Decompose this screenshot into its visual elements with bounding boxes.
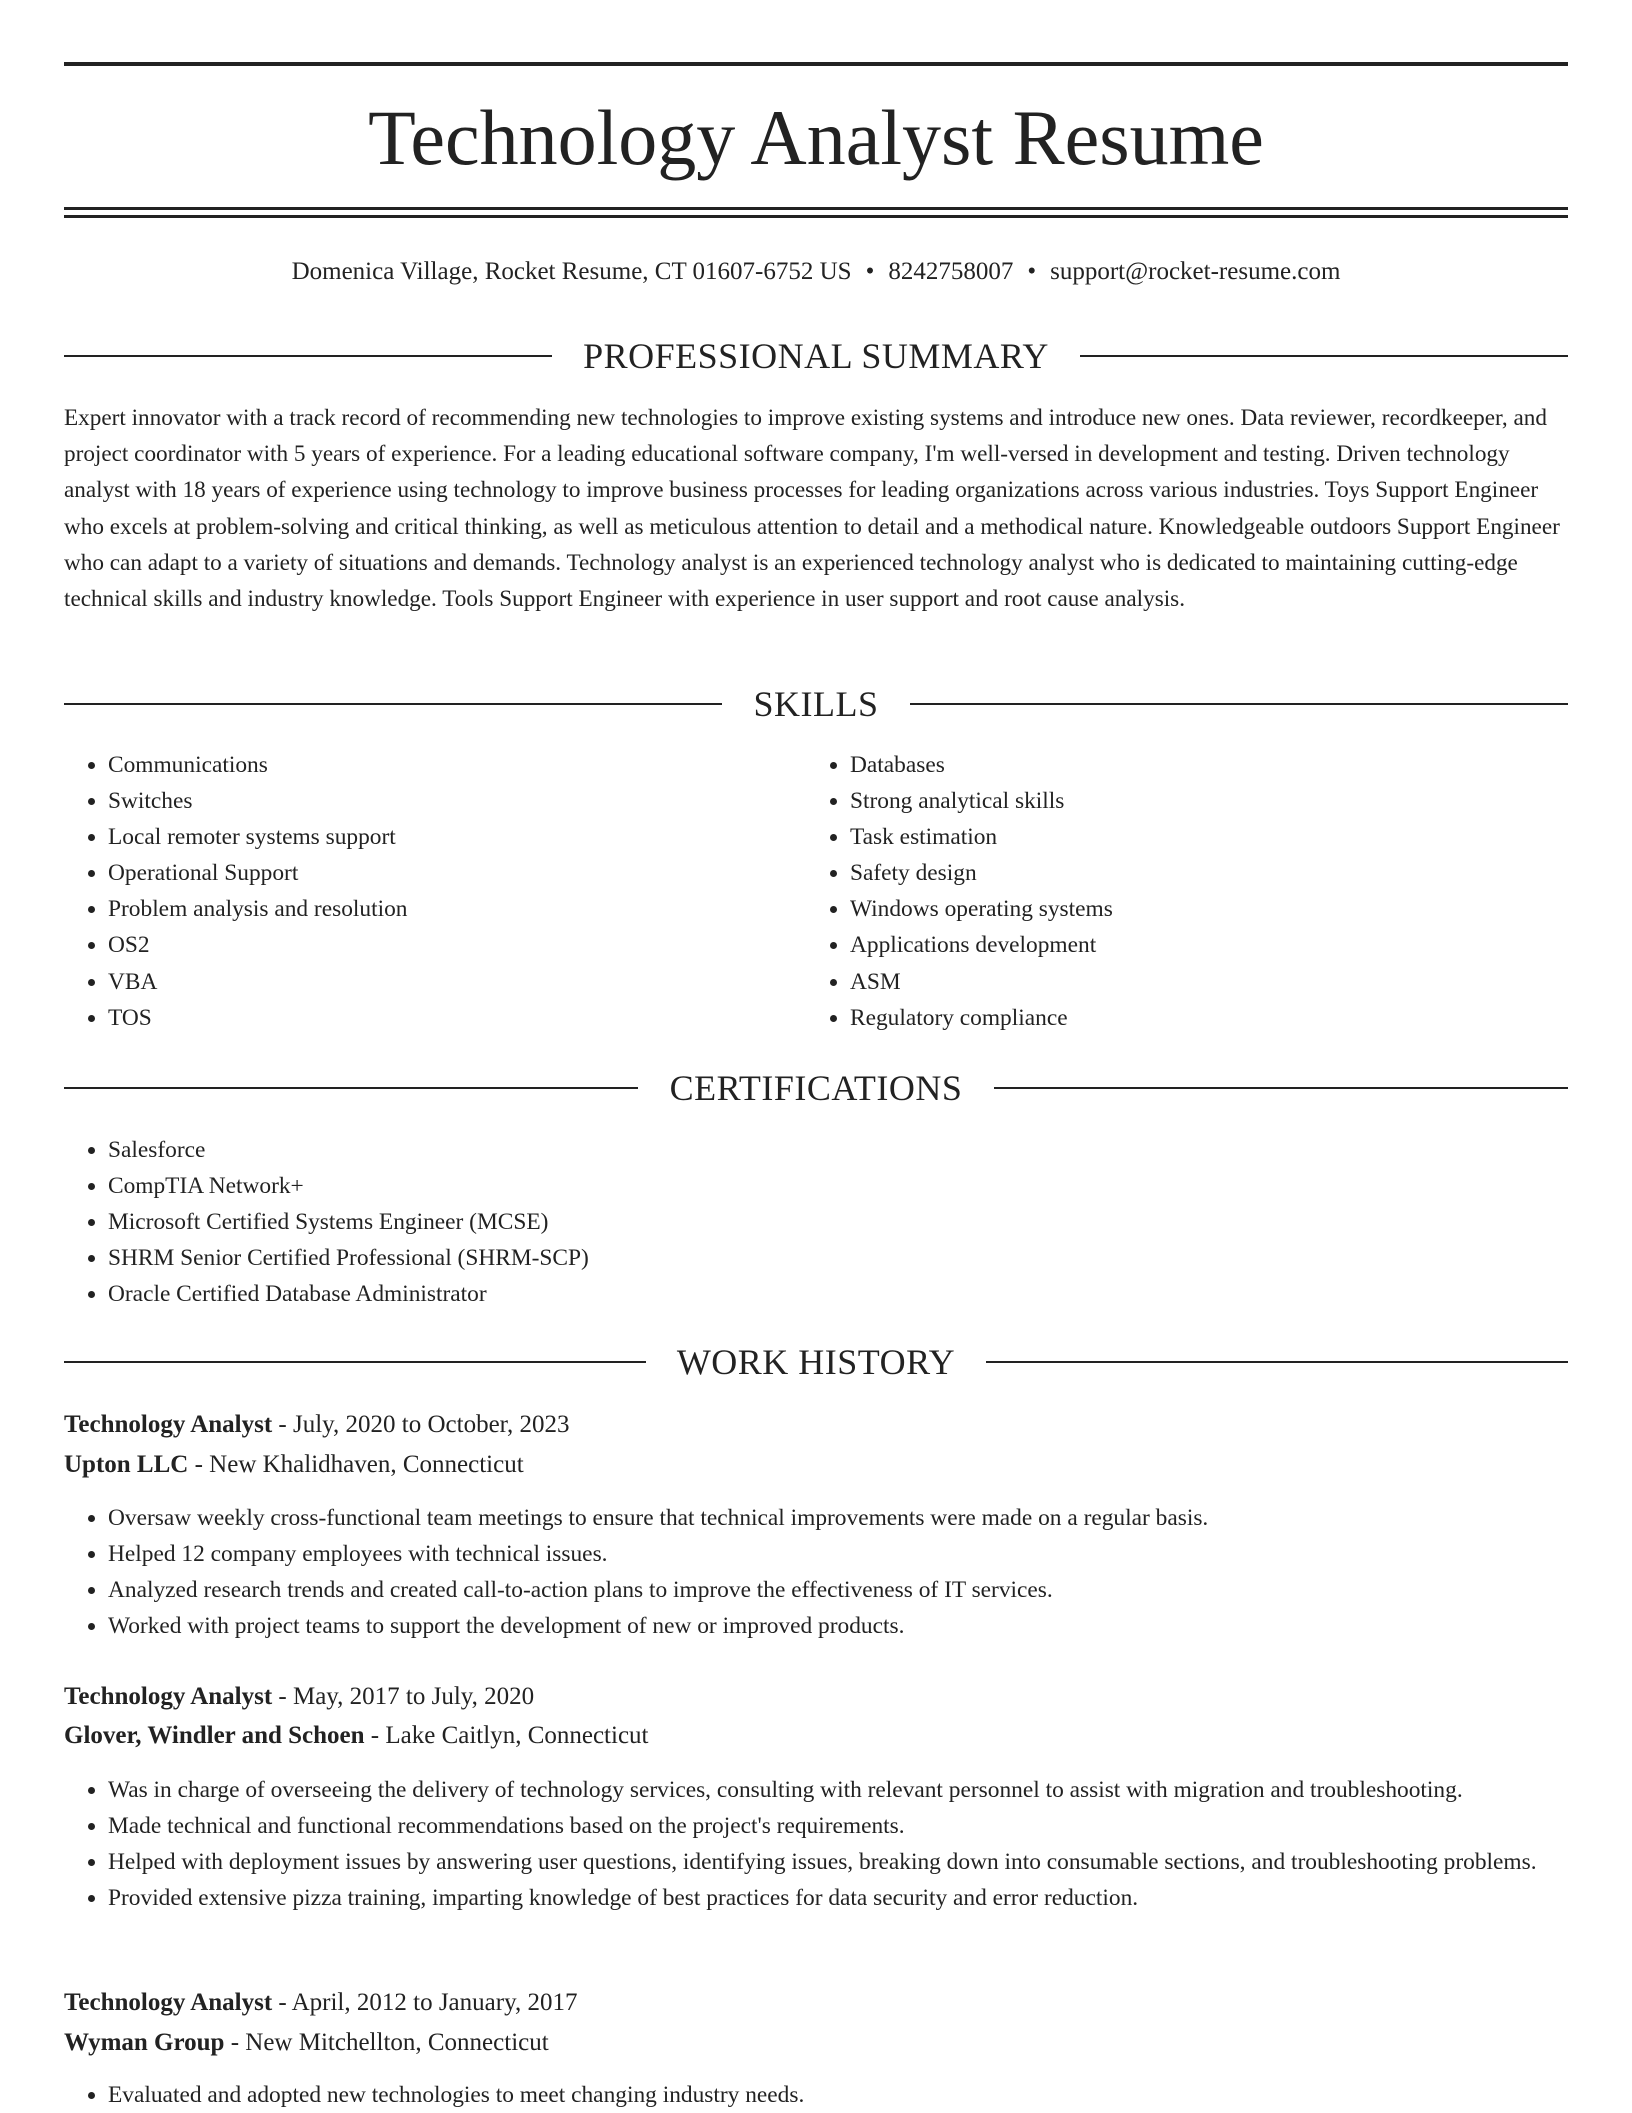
skill-item: • Windows operating systems — [850, 891, 1550, 927]
section-heading: PROFESSIONAL SUMMARY — [583, 336, 1049, 376]
title-rule-lower — [64, 215, 1568, 218]
job-bullets — [64, 1500, 1628, 1644]
job-bullet: • Evaluated and adopted new technologies to meet changing industry needs. — [108, 2077, 1628, 2113]
contact-phone: 8242758007 — [888, 258, 1014, 285]
contact-line — [0, 254, 1632, 290]
skill-item: • OS2 — [108, 927, 788, 963]
skill-item: • Task estimation — [850, 819, 1550, 855]
work-history-section-heading — [64, 1340, 1568, 1384]
skill-item: • Safety design — [850, 855, 1550, 891]
job-bullet: • Oversaw weekly cross-functional team meetings to ensure that technical improvements were made on a regular basis. — [108, 1500, 1628, 1536]
job-title: Technology Analyst — [64, 1411, 273, 1438]
job-location: - New Khalidhaven, Connecticut — [194, 1451, 524, 1478]
job-location: - New Mitchellton, Connecticut — [230, 2029, 549, 2056]
certification-item: • SHRM Senior Certified Professional (SHRM-SCP) — [108, 1240, 1508, 1276]
job-bullet: • Worked with project teams to support the development of new or improved products. — [108, 1608, 1628, 1644]
skill-item: • Operational Support — [108, 855, 788, 891]
job-title-line — [64, 1407, 570, 1443]
job-company: Upton LLC — [64, 1451, 189, 1478]
skills-list-right — [806, 747, 1550, 1036]
job-company-line — [64, 1447, 524, 1483]
contact-email: support@rocket-resume.com — [1050, 258, 1341, 285]
skill-item: • Applications development — [850, 927, 1550, 963]
contact-separator: • — [865, 258, 875, 285]
job-bullets — [64, 2077, 1628, 2113]
section-heading: WORK HISTORY — [676, 1342, 956, 1382]
skills-section-heading — [64, 682, 1568, 726]
job-bullet: • Provided extensive pizza training, imparting knowledge of best practices for data security and error reduction. — [108, 1880, 1628, 1916]
contact-address: Domenica Village, Rocket Resume, CT 01607-6752 US — [291, 258, 852, 285]
skill-item: • TOS — [108, 1000, 788, 1036]
certification-item: • CompTIA Network+ — [108, 1168, 1508, 1204]
certification-item: • Salesforce — [108, 1132, 1508, 1168]
title-rule-upper — [64, 207, 1568, 210]
job-company: Glover, Windler and Schoen — [64, 1722, 365, 1749]
job-bullets — [64, 1772, 1628, 1916]
job-title: Technology Analyst — [64, 1989, 273, 2016]
job-title-line — [64, 1679, 534, 1715]
certification-item: • Microsoft Certified Systems Engineer (MCSE) — [108, 1204, 1508, 1240]
job-bullet: • Analyzed research trends and created call-to-action plans to improve the effectiveness of IT services. — [108, 1572, 1628, 1608]
summary-text: Expert innovator with a track record of recommending new technologies to improve existing systems and introduce new ones. Data reviewer, recordkeeper, and project coordinator with 5 years of experience. For a leading educational software company, I'm well-versed in development and testing. Driven technology analyst with 18 years of experience using technology to improve business processes for leading organizations across various industries. Toys Support Engineer who excels at problem-solving and critical thinking, as well as meticulous attention to detail and a methodical nature. Knowledgeable outdoors Support Engineer who can adapt to a variety of situations and demands. Technology analyst is an experienced technology analyst who is dedicated to maintaining cutting-edge technical skills and industry knowledge. Tools Support Engineer with experience in user support and root cause analysis. — [64, 405, 1560, 613]
skill-item: • Regulatory compliance — [850, 1000, 1550, 1036]
job-company-line — [64, 1718, 649, 1754]
job-dates: - July, 2020 to October, 2023 — [278, 1411, 570, 1438]
section-heading: SKILLS — [753, 684, 879, 724]
skills-list-left — [64, 747, 788, 1036]
job-bullet: • Made technical and functional recommendations based on the project's requirements. — [108, 1808, 1628, 1844]
top-rule — [64, 62, 1568, 66]
section-heading: CERTIFICATIONS — [669, 1068, 963, 1108]
summary-section-heading — [64, 334, 1568, 378]
job-bullet: • Helped 12 company employees with technical issues. — [108, 1536, 1628, 1572]
skill-item: • Strong analytical skills — [850, 783, 1550, 819]
skill-item: • VBA — [108, 964, 788, 1000]
skill-item: • Local remoter systems support — [108, 819, 788, 855]
skill-item: • Communications — [108, 747, 788, 783]
certifications-list — [64, 1132, 1508, 1312]
certifications-section-heading — [64, 1066, 1568, 1110]
job-dates: - May, 2017 to July, 2020 — [278, 1683, 535, 1710]
job-company: Wyman Group — [64, 2029, 225, 2056]
job-bullet: • Was in charge of overseeing the delivery of technology services, consulting with relevant personnel to assist with migration and troubleshooting. — [108, 1772, 1628, 1808]
skill-item: • Switches — [108, 783, 788, 819]
skill-item: • ASM — [850, 964, 1550, 1000]
job-bullet: • Helped with deployment issues by answering user questions, identifying issues, breaking down into consumable sections, and troubleshooting problems. — [108, 1844, 1628, 1880]
job-title: Technology Analyst — [64, 1683, 273, 1710]
job-title-line — [64, 1985, 577, 2021]
contact-separator: • — [1027, 258, 1037, 285]
skill-item: • Databases — [850, 747, 1550, 783]
skill-item: • Problem analysis and resolution — [108, 891, 788, 927]
job-dates: - April, 2012 to January, 2017 — [278, 1989, 578, 2016]
job-company-line — [64, 2025, 549, 2061]
certification-item: • Oracle Certified Database Administrator — [108, 1276, 1508, 1312]
resume-title: Technology Analyst Resume — [368, 94, 1264, 181]
job-location: - Lake Caitlyn, Connecticut — [370, 1722, 649, 1749]
